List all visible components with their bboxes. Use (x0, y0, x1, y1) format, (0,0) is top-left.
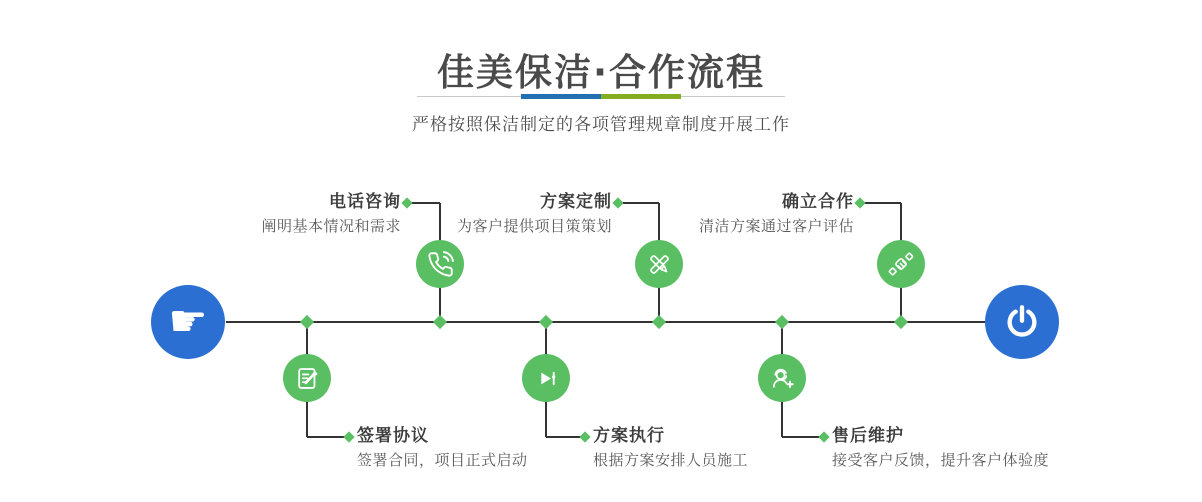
junction-diamond (894, 315, 908, 329)
step-desc: 为客户提供项目策策划 (456, 217, 612, 235)
divider-green-segment (601, 94, 681, 99)
step-plan-customize (332, 192, 612, 238)
step-aftersales-maintain (832, 426, 1132, 472)
step-node-aftersales (758, 354, 806, 402)
page-title: 佳美保洁·合作流程 (436, 51, 766, 94)
step-label: 确立合作 (782, 192, 854, 212)
label-diamond (343, 431, 354, 442)
label-diamond (854, 197, 865, 208)
power-icon (1002, 302, 1042, 342)
step-desc: 接受客户反馈，提升客户体验度 (832, 451, 1050, 469)
step-label: 方案执行 (593, 426, 665, 446)
step-desc: 根据方案安排人员施工 (593, 451, 749, 469)
step-node-design (635, 240, 683, 288)
step-label: 售后维护 (832, 426, 904, 446)
customer-service-icon (768, 364, 796, 392)
start-node (151, 285, 225, 359)
step-confirm-cooperation (574, 192, 854, 238)
timeline-main-line (226, 321, 986, 323)
junction-diamond (652, 315, 666, 329)
step-node-phone (416, 240, 464, 288)
step-label: 电话咨询 (329, 192, 401, 212)
step-desc: 签署合同，项目正式启动 (357, 451, 528, 469)
step-node-contract (283, 354, 331, 402)
phone-call-icon (427, 251, 454, 278)
step-label: 方案定制 (540, 192, 612, 212)
junction-diamond (539, 315, 553, 329)
end-node (985, 285, 1059, 359)
pointing-hand-icon: ☛ (168, 296, 208, 347)
contract-icon (294, 365, 321, 392)
play-icon (533, 365, 560, 392)
step-desc: 阐明基本情况和需求 (261, 217, 401, 235)
handshake-icon (887, 250, 915, 278)
connector-horizontal (860, 202, 901, 204)
title-divider (417, 94, 785, 100)
step-label: 签署协议 (357, 426, 429, 446)
page-subtitle: 严格按照保洁制定的各项管理规章制度开展工作 (412, 115, 790, 135)
junction-diamond (775, 315, 789, 329)
divider-blue-segment (521, 94, 601, 99)
junction-diamond (433, 315, 447, 329)
design-tools-icon (646, 251, 673, 278)
step-node-execute (522, 354, 570, 402)
step-desc: 清洁方案通过客户评估 (698, 217, 854, 235)
junction-diamond (300, 315, 314, 329)
step-node-handshake (877, 240, 925, 288)
